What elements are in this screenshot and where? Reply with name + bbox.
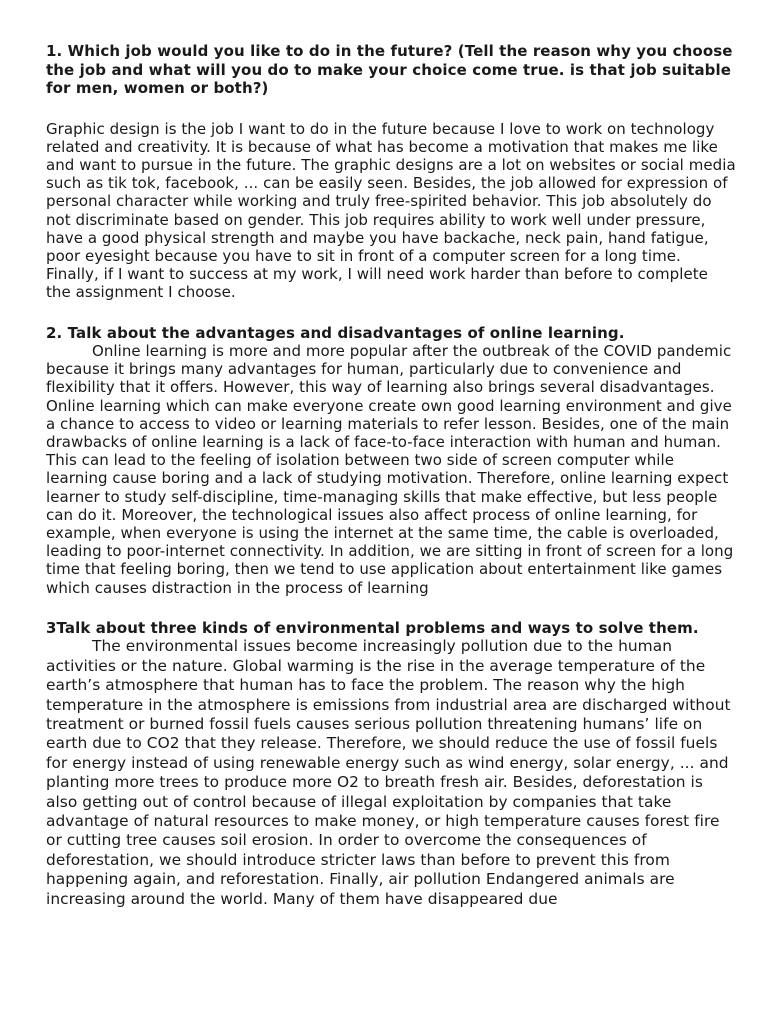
spacer — [46, 597, 736, 619]
answer-1-paragraph: Graphic design is the job I want to do in the future because I love to work on technology related and creativity. It is because of what has become a motivation that makes me like and want to pursue in the future. The graphic designs are a lot on websites or social media such as tik tok, facebook, ... can be easily seen. Besides, the job allowed for expression of personal character while working and truly free-spirited behavior. This job absolutely do not discriminate based on gender. This job requires ability to work well under pressure, have a good physical strength and maybe you have backache, neck pain, hand fatigue, poor eyesight because you have to sit in front of a computer screen for a long time. Finally, if I want to success at my work, I will need work harder than before to complete the assignment I choose. — [46, 119, 736, 302]
question-3-heading: 3Talk about three kinds of environmental problems and ways to solve them. — [46, 618, 699, 637]
answer-3-paragraph: The environmental issues become increasingly pollution due to the human activities or the nature. Global warming is the rise in the average temperature of the earth’s atmosphere that human has to face the problem. The reason why the high temperature in the atmosphere is emissions from industrial area are discharged without treatment or burned fossil fuels causes serious pollution threatening humans’ life on earth due to CO2 that they release. Therefore, we should reduce the use of fossil fuels for energy instead of using renewable energy such as wind energy, solar energy, ... and planting more trees to produce more O2 to breath fresh air. Besides, deforestation is also getting out of control because of illegal exploitation by companies that take advantage of natural resources to make money, or high temperature causes forest fire or cutting tree causes soil erosion. In order to overcome the consequences of deforestation, we should introduce stricter laws than before to prevent this from happening again, and reforestation. Finally, air pollution Endangered animals are increasing around the world. Many of them have disappeared due — [46, 637, 731, 908]
question-1-heading: 1. Which job would you like to do in the future? (Tell the reason why you choose the job and what will you do to make your choice come true. is that job suitable for men, women or both?) — [46, 42, 733, 97]
spacer — [46, 302, 736, 324]
question-2-heading: 2. Talk about the advantages and disadvantages of online learning. — [46, 323, 625, 342]
spacer — [46, 98, 736, 120]
answer-2-paragraph: Online learning is more and more popular after the outbreak of the COVID pandemic because it brings many advantages for human, particularly due to convenience and flexibility that it offers. However, this way of learning also brings several disadvantages. Online learning which can make everyone create own good learning environment and give a chance to access to video or learning materials to refer lesson. Besides, one of the main drawbacks of online learning is a lack of face-to-face interaction with human and human. This can lead to the feeling of isolation between two side of screen computer while learning cause boring and a lack of studying motivation. Therefore, online learning expect learner to study self-discipline, time-managing skills that make effective, but less people can do it. Moreover, the technological issues also affect process of online learning, for example, when everyone is using the internet at the same time, the cable is overloaded, leading to poor-internet connectivity. In addition, we are sitting in front of screen for a long time that feeling boring, then we tend to use application about entertainment like games which causes distraction in the process of learning — [46, 342, 734, 597]
document-page — [46, 42, 736, 909]
